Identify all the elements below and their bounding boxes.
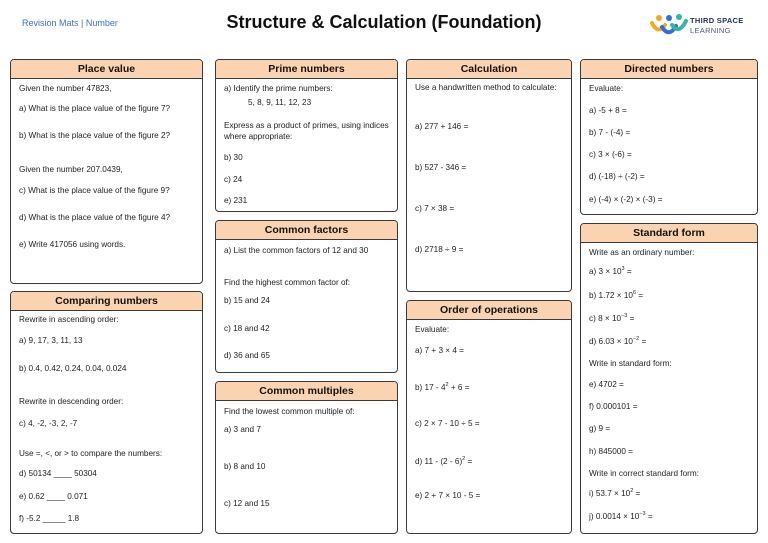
logo-line2: LEARNING	[690, 26, 731, 35]
factors-question-c: c) 18 and 42	[224, 324, 270, 333]
standard-question-b: b) $1.72 \times 10^6$ =	[589, 290, 644, 300]
common-factors-panel	[215, 220, 398, 373]
multiples-question-c: c) 12 and 15	[224, 499, 270, 508]
prime-numbers-panel	[215, 59, 398, 212]
calculation-question-d: d) 2718 ÷ 9 =	[415, 245, 464, 254]
prime-instruction: Express as a product of primes, using indices where appropriate:	[224, 121, 389, 141]
place-value-question-c: c) What is the place value of the figure 9?	[19, 186, 170, 195]
third-space-learning-logo	[650, 13, 760, 39]
multiples-question-a: a) 3 and 7	[224, 425, 261, 434]
standard-question-g: g) 9 =	[589, 424, 611, 433]
prime-question-a: a) Identify the prime numbers:	[224, 84, 333, 93]
factors-question-a: a) List the common factors of 12 and 30	[224, 246, 369, 255]
comparing-question-d: d) 50134 ____ 50304	[19, 469, 97, 478]
comparing-question-b: b) 0.4, 0.42, 0.24, 0.04, 0.024	[19, 364, 127, 373]
factors-question-d: d) 36 and 65	[224, 351, 270, 360]
place-value-question-e: e) Write 417056 using words.	[19, 240, 126, 249]
prime-question-c: c) 24	[224, 175, 243, 184]
place-value-panel	[10, 59, 203, 284]
place-value-question-a: a) What is the place value of the figure 7?	[19, 104, 171, 113]
place-value-title: Place value	[11, 60, 202, 79]
order-question-e: e) 2 + 7 × 10 - 5 =	[415, 491, 481, 500]
comparing-question-c: c) 4, -2, -3, 2, -7	[19, 419, 78, 428]
order-of-operations-panel	[406, 300, 572, 534]
directed-question-d: d) (-18) ÷ (-2) =	[589, 172, 645, 181]
order-of-operations-title: Order of operations	[407, 301, 571, 320]
place-value-line: Given the number 207.0439,	[19, 165, 123, 174]
directed-numbers-panel	[580, 59, 758, 215]
comparing-question-a: a) 9, 17, 3, 11, 13	[19, 336, 83, 345]
place-value-question-d: d) What is the place value of the figure 4?	[19, 213, 171, 222]
calculation-question-c: c) 7 × 38 =	[415, 204, 455, 213]
factors-question-b: b) 15 and 24	[224, 296, 270, 305]
standard-question-f: f) 0.000101 =	[589, 402, 638, 411]
order-question-c: c) 2 × 7 - 10 ÷ 5 =	[415, 419, 480, 428]
order-question-a: a) 7 + 3 × 4 =	[415, 346, 464, 355]
prime-numbers-title: Prime numbers	[216, 60, 397, 79]
standard-question-d: d) $6.03 \times 10^{-2}$ =	[589, 336, 647, 346]
comparing-question-f: f) -5.2 _____ 1.8	[19, 514, 80, 523]
order-question-d: d) 11 - (2 - 6)$^2$ =	[415, 456, 473, 466]
standard-question-a: a) $3 \times 10^3$ =	[589, 266, 632, 276]
common-multiples-panel	[215, 381, 398, 534]
prime-number-list: 5, 8, 9, 11, 12, 23	[248, 98, 312, 107]
multiples-instruction: Find the lowest common multiple of:	[224, 407, 355, 416]
place-value-line: Given the number 47823,	[19, 84, 112, 93]
comparing-numbers-title: Comparing numbers	[11, 292, 202, 311]
directed-instruction: Evaluate:	[589, 84, 624, 93]
factors-instruction: Find the highest common factor of:	[224, 278, 351, 287]
calculation-title: Calculation	[407, 60, 571, 79]
common-factors-title: Common factors	[216, 221, 397, 240]
standard-form-title: Standard form	[581, 224, 757, 243]
comparing-line: Rewrite in descending order:	[19, 397, 124, 406]
breadcrumb: Revision Mats | Number	[22, 18, 118, 28]
comparing-line: Rewrite in ascending order:	[19, 315, 119, 324]
standard-question-j: j) $0.0014 \times 10^{-3}$ =	[589, 511, 653, 521]
standard-instruction: Write in correct standard form:	[589, 469, 699, 478]
calculation-question-a: a) 277 + 146 =	[415, 122, 469, 131]
prime-question-b: b) 30	[224, 153, 243, 162]
logo-icon	[650, 13, 688, 39]
standard-form-panel	[580, 223, 758, 534]
comparing-question-e: e) 0.62 ____ 0.071	[19, 492, 88, 501]
calculation-question-b: b) 527 - 346 =	[415, 163, 467, 172]
common-multiples-title: Common multiples	[216, 382, 397, 401]
calculation-instruction: Use a handwritten method to calculate:	[415, 83, 557, 92]
prime-question-e: e) 231	[224, 196, 248, 205]
directed-question-e: e) (-4) × (-2) × (-3) =	[589, 195, 663, 204]
page-title: Structure & Calculation (Foundation)	[226, 12, 542, 32]
standard-question-i: i) $53.7 \times 10^2$ =	[589, 488, 641, 498]
directed-question-b: b) 7 - (-4) =	[589, 128, 631, 137]
directed-numbers-title: Directed numbers	[581, 60, 757, 79]
order-instruction: Evaluate:	[415, 325, 450, 334]
standard-question-c: c) $8 \times 10^{-3}$ =	[589, 313, 635, 323]
standard-instruction: Write as an ordinary number:	[589, 248, 695, 257]
order-question-b: b) $17 - 4^2 + 6$ =	[415, 382, 470, 392]
standard-question-h: h) 845000 =	[589, 447, 633, 456]
place-value-question-b: b) What is the place value of the figure 2?	[19, 131, 171, 140]
directed-question-c: c) 3 × (-6) =	[589, 150, 632, 159]
directed-question-a: a) -5 + 8 =	[589, 106, 627, 115]
logo-line1: THIRD SPACE	[690, 16, 744, 25]
comparing-numbers-panel	[10, 291, 203, 534]
calculation-panel	[406, 59, 572, 292]
multiples-question-b: b) 8 and 10	[224, 462, 266, 471]
standard-instruction: Write in standard form:	[589, 359, 672, 368]
comparing-line: Use =, <, or > to compare the numbers:	[19, 449, 163, 458]
standard-question-e: e) 4702 =	[589, 380, 624, 389]
